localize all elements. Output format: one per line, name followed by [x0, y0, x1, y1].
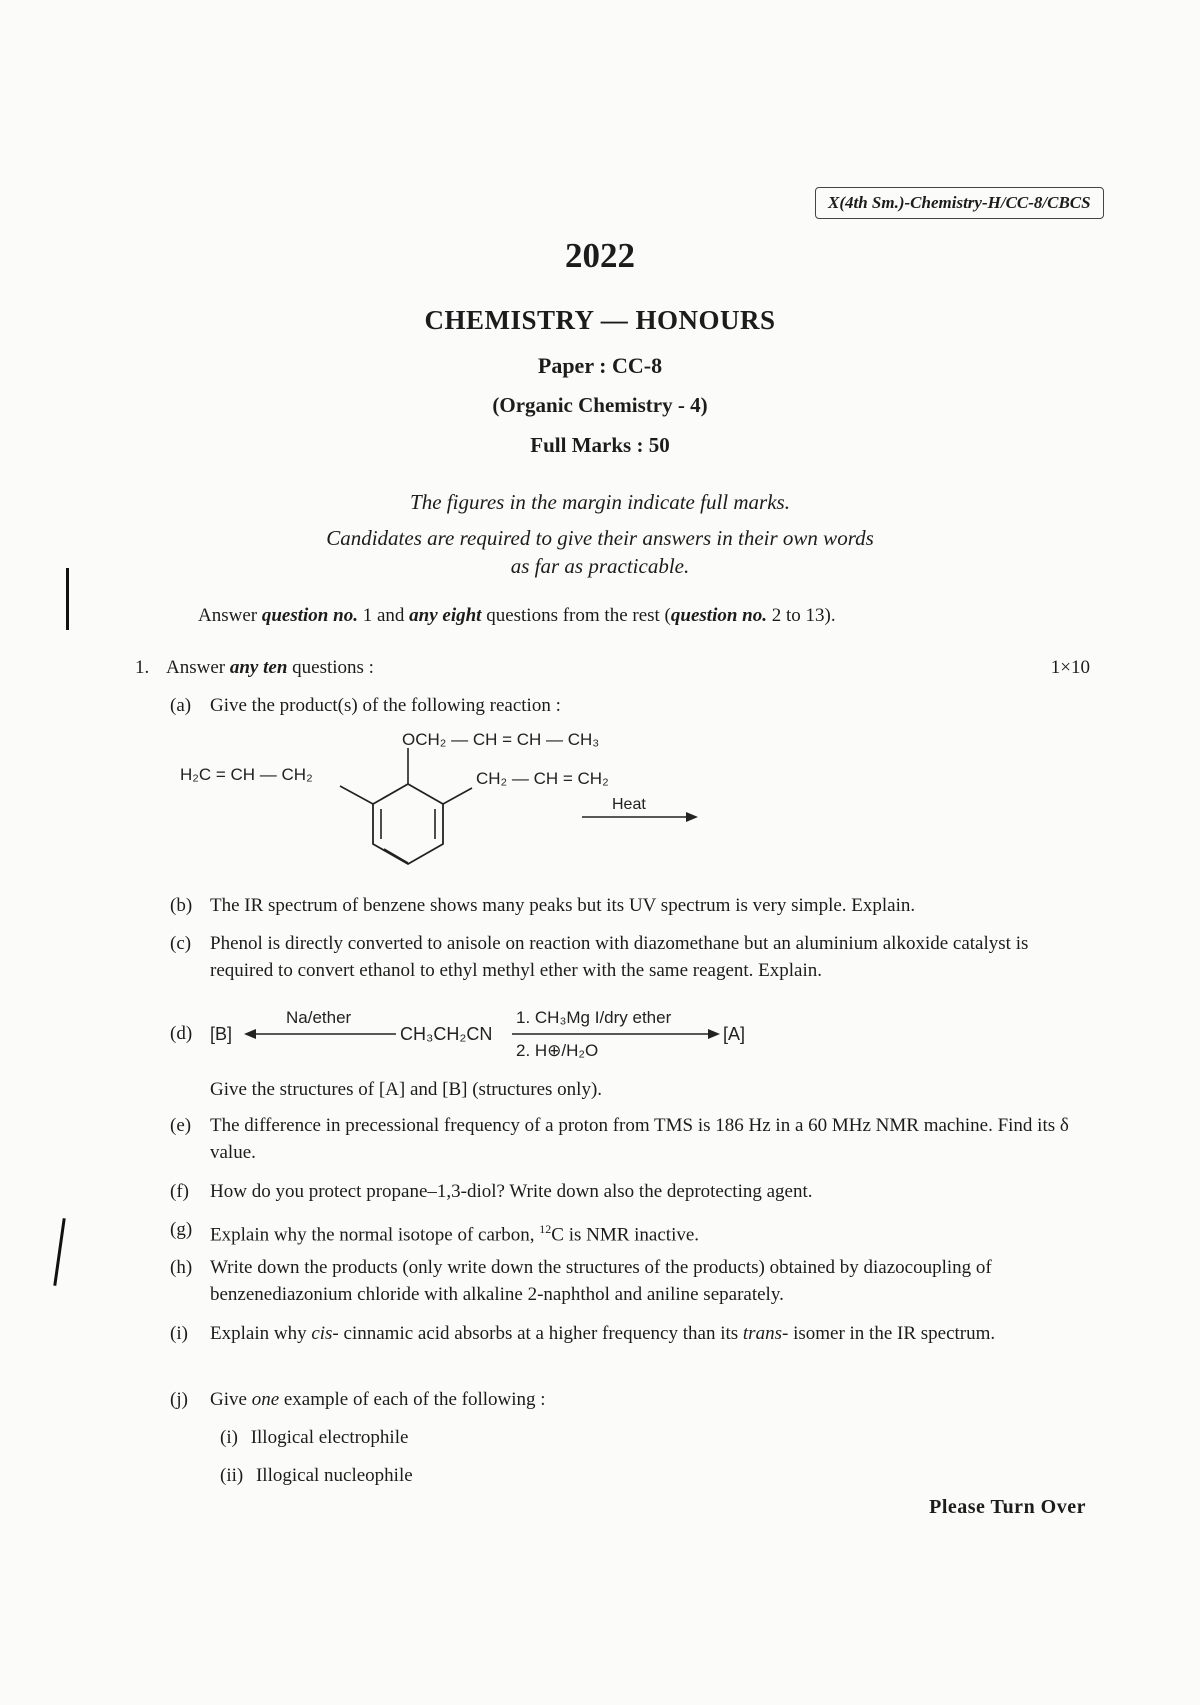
question-number: 1. [135, 657, 150, 678]
part-d-label: (d) [170, 1023, 193, 1044]
paper-code: X(4th Sm.)-Chemistry-H/CC-8/CBCS [828, 193, 1091, 212]
candidate-note-2: as far as practicable. [510, 554, 690, 578]
sub-label: (i) [220, 1427, 238, 1448]
part-j [170, 1386, 1085, 1416]
part-label: (j) [170, 1389, 188, 1410]
candidate-note-1: Candidates are required to give their answers in their own words [326, 526, 874, 550]
part-text: Give the product(s) of the following reaction : [210, 695, 561, 716]
part-text-span: isomer in the IR spectrum. [788, 1323, 996, 1344]
part-e [170, 1112, 1085, 1172]
instr-text: questions from the rest ( [481, 605, 671, 626]
part-text [210, 1386, 1085, 1413]
part-text: The IR spectrum of benzene shows many peaks but its UV spectrum is very simple. Explain. [210, 895, 916, 916]
sub-label: (ii) [220, 1465, 244, 1486]
reagent-acid-workup: 2. H⊕/H₂O [516, 1041, 599, 1060]
part-g [170, 1216, 1085, 1246]
part-label: (f) [170, 1181, 189, 1202]
part-text: Write down the products (only write down the structures of the products) obtained by diazocoupling of benzenediazonium chloride with alkaline 2-naphthol and aniline separately. [210, 1257, 992, 1305]
q1-text: questions : [287, 657, 374, 678]
full-marks: Full Marks : 50 [530, 433, 670, 457]
question-1-heading [135, 654, 1075, 681]
part-text: The difference in precessional frequency of a proton from TMS is 186 Hz in a 60 MHz NMR machine. Find its δ value. [210, 1115, 1069, 1163]
part-label: (e) [170, 1115, 192, 1136]
q1-text: Answer [166, 657, 230, 678]
part-label: (h) [170, 1257, 193, 1278]
part-label: (g) [170, 1219, 193, 1240]
part-text-span: Explain why [210, 1323, 312, 1344]
part-label: (c) [170, 933, 192, 954]
ring-double-bond [384, 849, 408, 863]
part-text-span: Explain why the normal isotope of carbon, [210, 1224, 540, 1246]
part-text-italic: trans- [742, 1323, 789, 1344]
part-a [170, 692, 1085, 722]
subject-title: CHEMISTRY — HONOURS [424, 305, 776, 335]
instr-text: 2 to 13). [766, 605, 836, 626]
part-j-sub-1 [220, 1424, 920, 1451]
arrow-head-right [708, 1029, 720, 1039]
sub-text: Illogical nucleophile [255, 1465, 413, 1486]
part-h [170, 1254, 1085, 1314]
instr-emph: question no. [670, 605, 767, 626]
substituent-top: OCH₂ — CH = CH — CH₃ [402, 730, 600, 749]
part-text [210, 1216, 1085, 1248]
part-text-italic: cis- [311, 1323, 339, 1344]
part-text: How do you protect propane–1,3-diol? Write down also the deprotecting agent. [210, 1181, 813, 1202]
part-f [170, 1178, 1085, 1208]
part-j-sub-2 [220, 1462, 920, 1489]
margin-pen-mark [66, 568, 69, 630]
instr-text: 1 and [357, 605, 410, 626]
substituent-right: CH₂ — CH = CH₂ [476, 769, 609, 788]
product-b: [B] [210, 1024, 233, 1044]
part-d-text: Give the structures of [A] and [B] (structures only). [210, 1079, 603, 1100]
part-i [170, 1320, 1085, 1380]
part-label: (a) [170, 695, 192, 716]
reaction-scheme-d [208, 996, 768, 1062]
part-text-span: cinnamic acid absorbs at a higher frequency than its [338, 1323, 743, 1344]
arrow-head [686, 812, 698, 822]
margin-pen-mark [53, 1218, 65, 1286]
bond-right [443, 788, 472, 804]
sub-text: Illogical electrophile [250, 1427, 409, 1448]
instr-emph: any eight [409, 605, 482, 626]
paper-code-box [815, 187, 1104, 219]
answer-instruction [198, 605, 836, 627]
reagent-grignard: 1. CH₃Mg I/dry ether [516, 1008, 672, 1027]
part-text-italic: one [251, 1389, 280, 1410]
please-turn-over: Please Turn Over [929, 1496, 1086, 1518]
benzene-ring [373, 784, 443, 864]
nitrile-reactant: CH₃CH₂CN [400, 1024, 493, 1044]
instr-emph: question no. [261, 605, 358, 626]
part-text: Phenol is directly converted to anisole on reaction with diazomethane but an aluminium alkoxide catalyst is required to convert ethanol to ethyl methyl ether with the same reagent. Explain. [210, 933, 1029, 981]
reaction-structure-a [170, 728, 750, 878]
part-b [170, 892, 1085, 922]
heat-label: Heat [612, 796, 646, 813]
isotope-mass: 12 [539, 1222, 552, 1236]
substituent-left: H₂C = CH — CH₂ [180, 765, 313, 784]
part-label: (i) [170, 1323, 188, 1344]
instr-text: Answer [198, 605, 262, 626]
course-title: (Organic Chemistry - 4) [492, 393, 708, 417]
question-1-marks: 1×10 [1050, 657, 1090, 678]
reagent-na-ether: Na/ether [286, 1008, 352, 1027]
part-label: (b) [170, 895, 193, 916]
question-1-text [166, 657, 374, 678]
q1-emph: any ten [229, 657, 288, 678]
part-text [210, 1320, 1085, 1347]
part-text-span: example of each of the following : [279, 1389, 546, 1410]
part-text-span: Give [210, 1389, 252, 1410]
part-text-span: C is NMR inactive. [551, 1224, 700, 1246]
exam-year: 2022 [565, 236, 635, 275]
margin-note: The figures in the margin indicate full marks. [410, 490, 790, 514]
product-a: [A] [723, 1024, 746, 1044]
bond-left [340, 786, 373, 804]
part-c [170, 930, 1085, 990]
paper-title: Paper : CC-8 [537, 353, 663, 378]
